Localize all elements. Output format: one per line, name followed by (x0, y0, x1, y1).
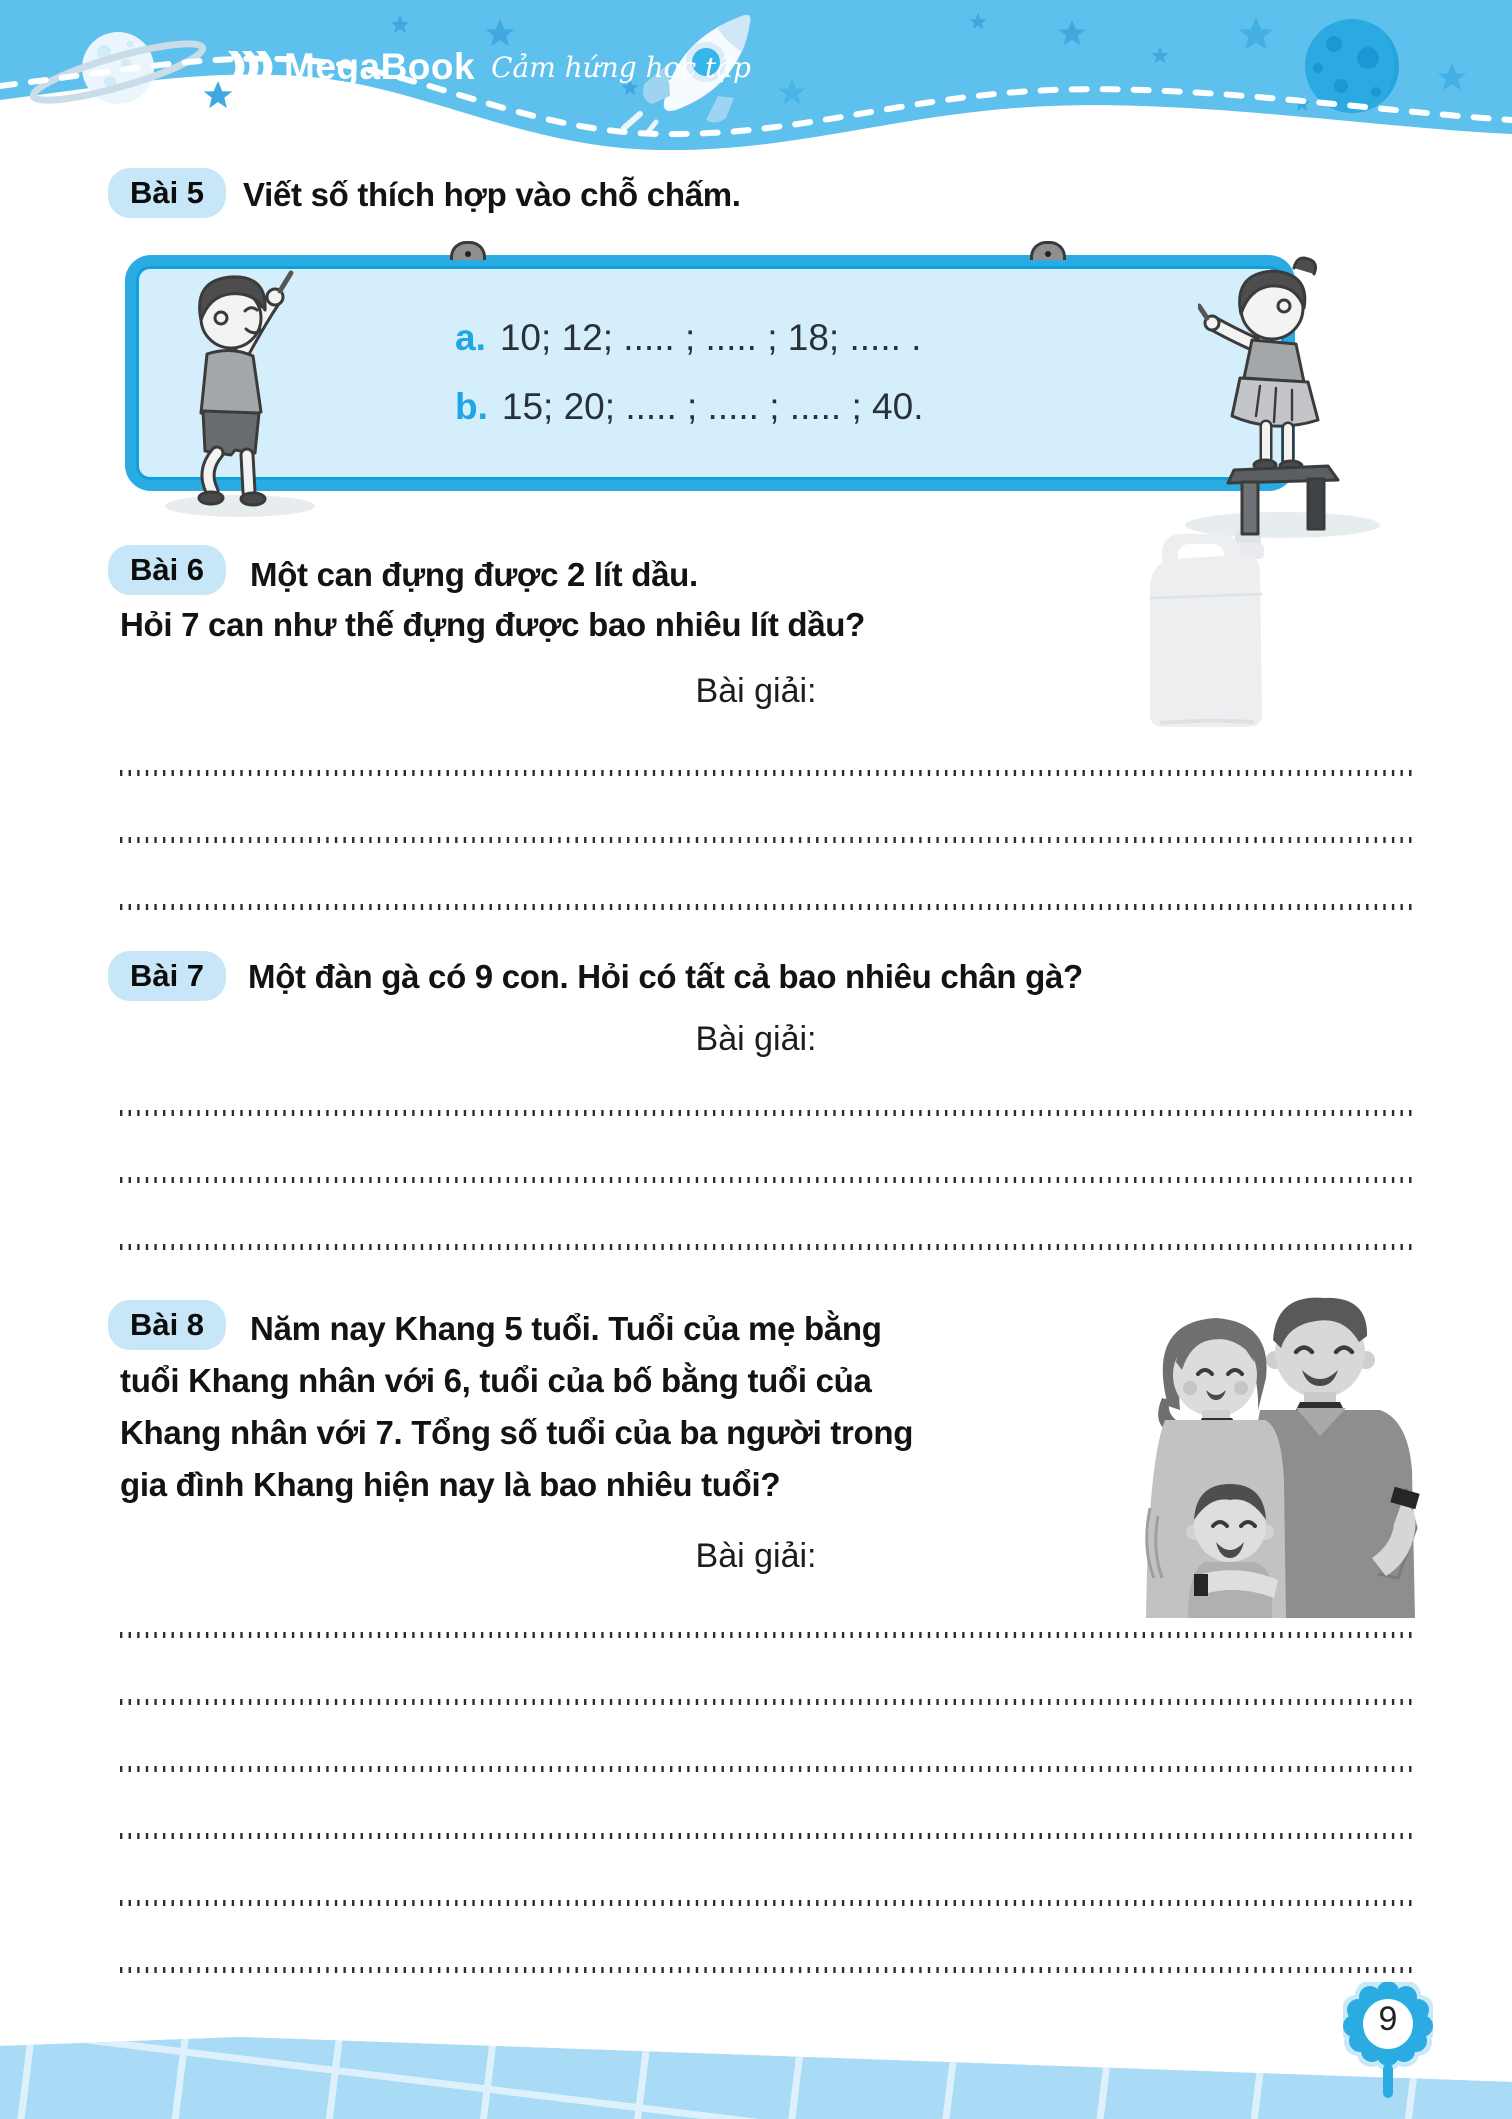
answer-line (120, 904, 1412, 910)
sequence-a (455, 317, 921, 359)
sequence-a-key: a. (455, 317, 486, 358)
answer-line (120, 837, 1412, 843)
answer-line (120, 1244, 1412, 1250)
sequence-a-text: 10; 12; ..... ; ..... ; 18; ..... . (499, 317, 922, 358)
footer-grid-pattern (0, 2028, 1512, 2119)
solution-heading-bai7: Bài giải: (695, 1020, 817, 1058)
flower-page-badge (1343, 1982, 1433, 2102)
answer-line (120, 1967, 1412, 1973)
girl-illustration (1198, 248, 1348, 538)
problem-bai6-line2: Hỏi 7 can như thế đựng được bao nhiêu lít dầu? (120, 606, 866, 643)
answer-line (120, 1632, 1412, 1638)
answer-line (120, 1177, 1412, 1183)
solution-heading-bai8: Bài giải: (695, 1537, 817, 1575)
brand-tagline: Cảm hứng học tập (491, 50, 751, 84)
answer-line (120, 1900, 1412, 1906)
problem-bai8-line2: tuổi Khang nhân với 6, tuổi của bố bằng tuổi của (120, 1362, 872, 1399)
pin-icon (1030, 241, 1066, 260)
sequence-b-key: b. (455, 386, 488, 427)
answer-line (120, 1699, 1412, 1705)
problem-label-bai5: Bài 5 (108, 168, 226, 218)
answer-lines-bai6 (120, 770, 1412, 971)
answer-line (120, 1766, 1412, 1772)
problem-label-bai7: Bài 7 (108, 951, 226, 1001)
answer-line (120, 1833, 1412, 1839)
problem-bai8-line3: Khang nhân với 7. Tổng số tuổi của ba người trong (120, 1414, 914, 1451)
brand-name: MegaBook (284, 46, 476, 87)
page-number: 9 (1378, 2000, 1398, 2038)
answer-line (120, 770, 1412, 776)
pin-icon (450, 241, 486, 260)
solution-heading-bai6: Bài giải: (695, 672, 817, 710)
boy-illustration (155, 262, 330, 512)
footer-band (0, 2028, 1512, 2119)
problem-bai8-line1: Năm nay Khang 5 tuổi. Tuổi của mẹ bằng (250, 1310, 882, 1347)
answer-line (120, 1110, 1412, 1116)
sequence-b-text: 15; 20; ..... ; ..... ; ..... ; 40. (501, 386, 924, 427)
answer-lines-bai8 (120, 1632, 1412, 2034)
problem-label-bai6: Bài 6 (108, 545, 226, 595)
triple-chevron-icon (226, 47, 274, 87)
oil-can-illustration (1138, 528, 1278, 733)
problem-label-bai8: Bài 8 (108, 1300, 226, 1350)
problem-bai8-line4: gia đình Khang hiện nay là bao nhiêu tuổi? (120, 1466, 781, 1503)
problem-title-bai5: Viết số thích hợp vào chỗ chấm. (243, 176, 741, 213)
moon-icon (1305, 19, 1399, 113)
problem-title-bai7: Một đàn gà có 9 con. Hỏi có tất cả bao nhiêu chân gà? (248, 958, 1083, 995)
sequence-b (455, 386, 923, 428)
logo (226, 46, 751, 88)
problem-bai6-line1: Một can đựng được 2 lít dầu. (250, 556, 698, 593)
